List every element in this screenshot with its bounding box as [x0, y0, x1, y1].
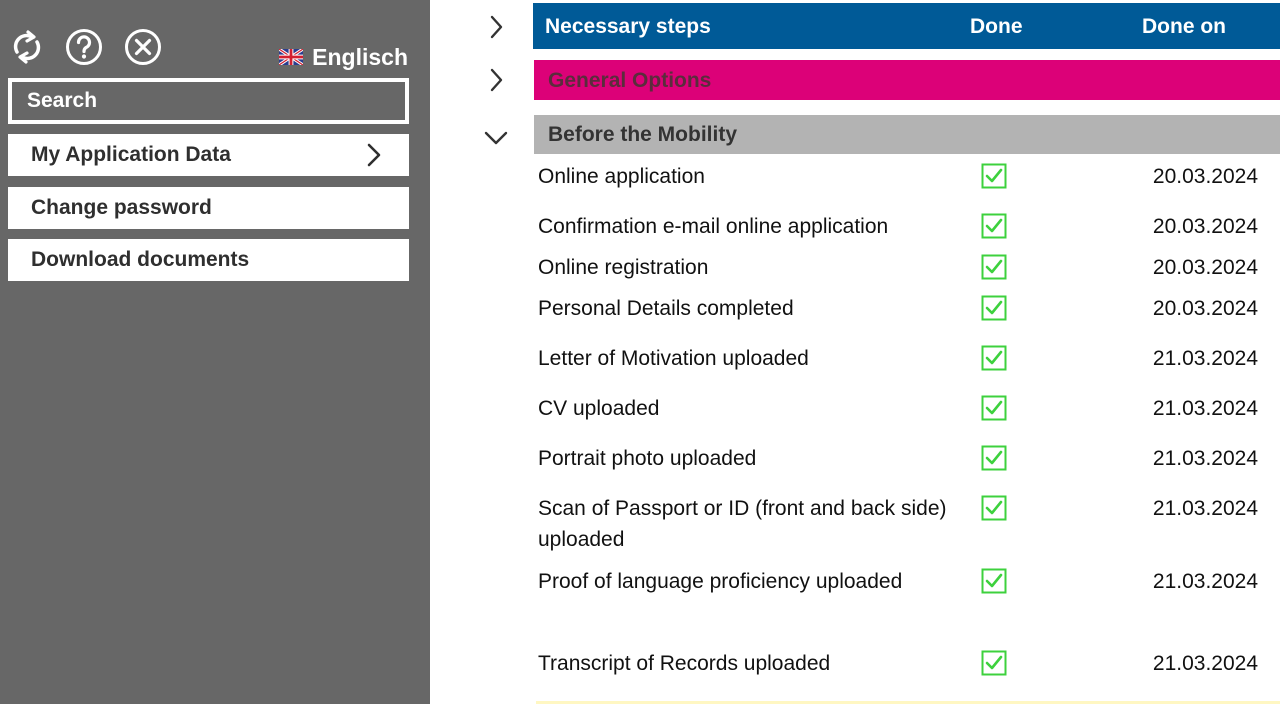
- step-date: 21.03.2024: [1152, 570, 1258, 593]
- step-date: 20.03.2024: [1152, 297, 1258, 320]
- sidebar-item-label: Download documents: [31, 248, 250, 271]
- chevron-right-icon: [482, 13, 510, 41]
- sidebar-item-download-documents[interactable]: [8, 239, 409, 281]
- step-date: 20.03.2024: [1152, 165, 1258, 188]
- chevron-right-icon: [367, 143, 381, 167]
- checkbox-checked-icon: [981, 295, 1007, 321]
- sidebar-item-my-application-data[interactable]: [8, 134, 409, 176]
- sidebar: [0, 0, 430, 704]
- step-name: Scan of Passport or ID (front and back side) uploaded: [538, 497, 947, 551]
- checkbox-checked-icon: [981, 213, 1007, 239]
- steps-table-header: [533, 3, 1280, 49]
- sidebar-item-label: My Application Data: [31, 143, 231, 166]
- step-name: Online application: [538, 165, 705, 188]
- chevron-down-icon: [482, 124, 510, 152]
- step-name: Letter of Motivation uploaded: [538, 347, 809, 370]
- column-header-done: Done: [970, 15, 1023, 38]
- step-date: 21.03.2024: [1152, 447, 1258, 470]
- step-date: 21.03.2024: [1152, 347, 1258, 370]
- search-label: Search: [27, 89, 98, 112]
- collapse-before-mobility-toggle[interactable]: [482, 124, 510, 152]
- close-icon[interactable]: [124, 28, 162, 66]
- step-date: 21.03.2024: [1152, 652, 1258, 675]
- section-title: Before the Mobility: [548, 123, 738, 146]
- step-name: Online registration: [538, 256, 709, 279]
- column-header-done-on: Done on: [1142, 15, 1226, 38]
- checkbox-checked-icon: [981, 568, 1007, 594]
- checkbox-checked-icon: [981, 495, 1007, 521]
- search-input[interactable]: [8, 78, 409, 124]
- column-header-steps: Necessary steps: [545, 15, 711, 38]
- expand-general-options-toggle[interactable]: [482, 66, 510, 94]
- refresh-icon[interactable]: [8, 28, 46, 66]
- checkbox-checked-icon: [981, 345, 1007, 371]
- step-name: Proof of language proficiency uploaded: [538, 570, 903, 593]
- step-name: Confirmation e-mail online application: [538, 215, 889, 238]
- step-name: Transcript of Records uploaded: [538, 652, 831, 675]
- checkbox-checked-icon: [981, 445, 1007, 471]
- step-date: 21.03.2024: [1152, 497, 1258, 520]
- step-date: 20.03.2024: [1152, 256, 1258, 279]
- language-selector[interactable]: [279, 43, 408, 71]
- checkbox-checked-icon: [981, 254, 1007, 280]
- expand-header-toggle[interactable]: [482, 13, 510, 41]
- section-title: General Options: [548, 69, 712, 92]
- section-general-options[interactable]: [534, 60, 1280, 100]
- uk-flag-icon: [279, 49, 303, 65]
- step-date: 21.03.2024: [1152, 397, 1258, 420]
- step-name: Portrait photo uploaded: [538, 447, 757, 470]
- language-label: Englisch: [312, 44, 408, 70]
- step-date: 20.03.2024: [1152, 215, 1258, 238]
- checkbox-checked-icon: [981, 163, 1007, 189]
- step-name: Personal Details completed: [538, 297, 794, 320]
- checkbox-checked-icon: [981, 650, 1007, 676]
- step-name: CV uploaded: [538, 397, 660, 420]
- checkbox-checked-icon: [981, 395, 1007, 421]
- sidebar-item-label: Change password: [31, 196, 212, 219]
- section-before-the-mobility[interactable]: [534, 115, 1280, 154]
- chevron-right-icon: [482, 66, 510, 94]
- help-icon[interactable]: [65, 28, 103, 66]
- sidebar-item-change-password[interactable]: [8, 187, 409, 229]
